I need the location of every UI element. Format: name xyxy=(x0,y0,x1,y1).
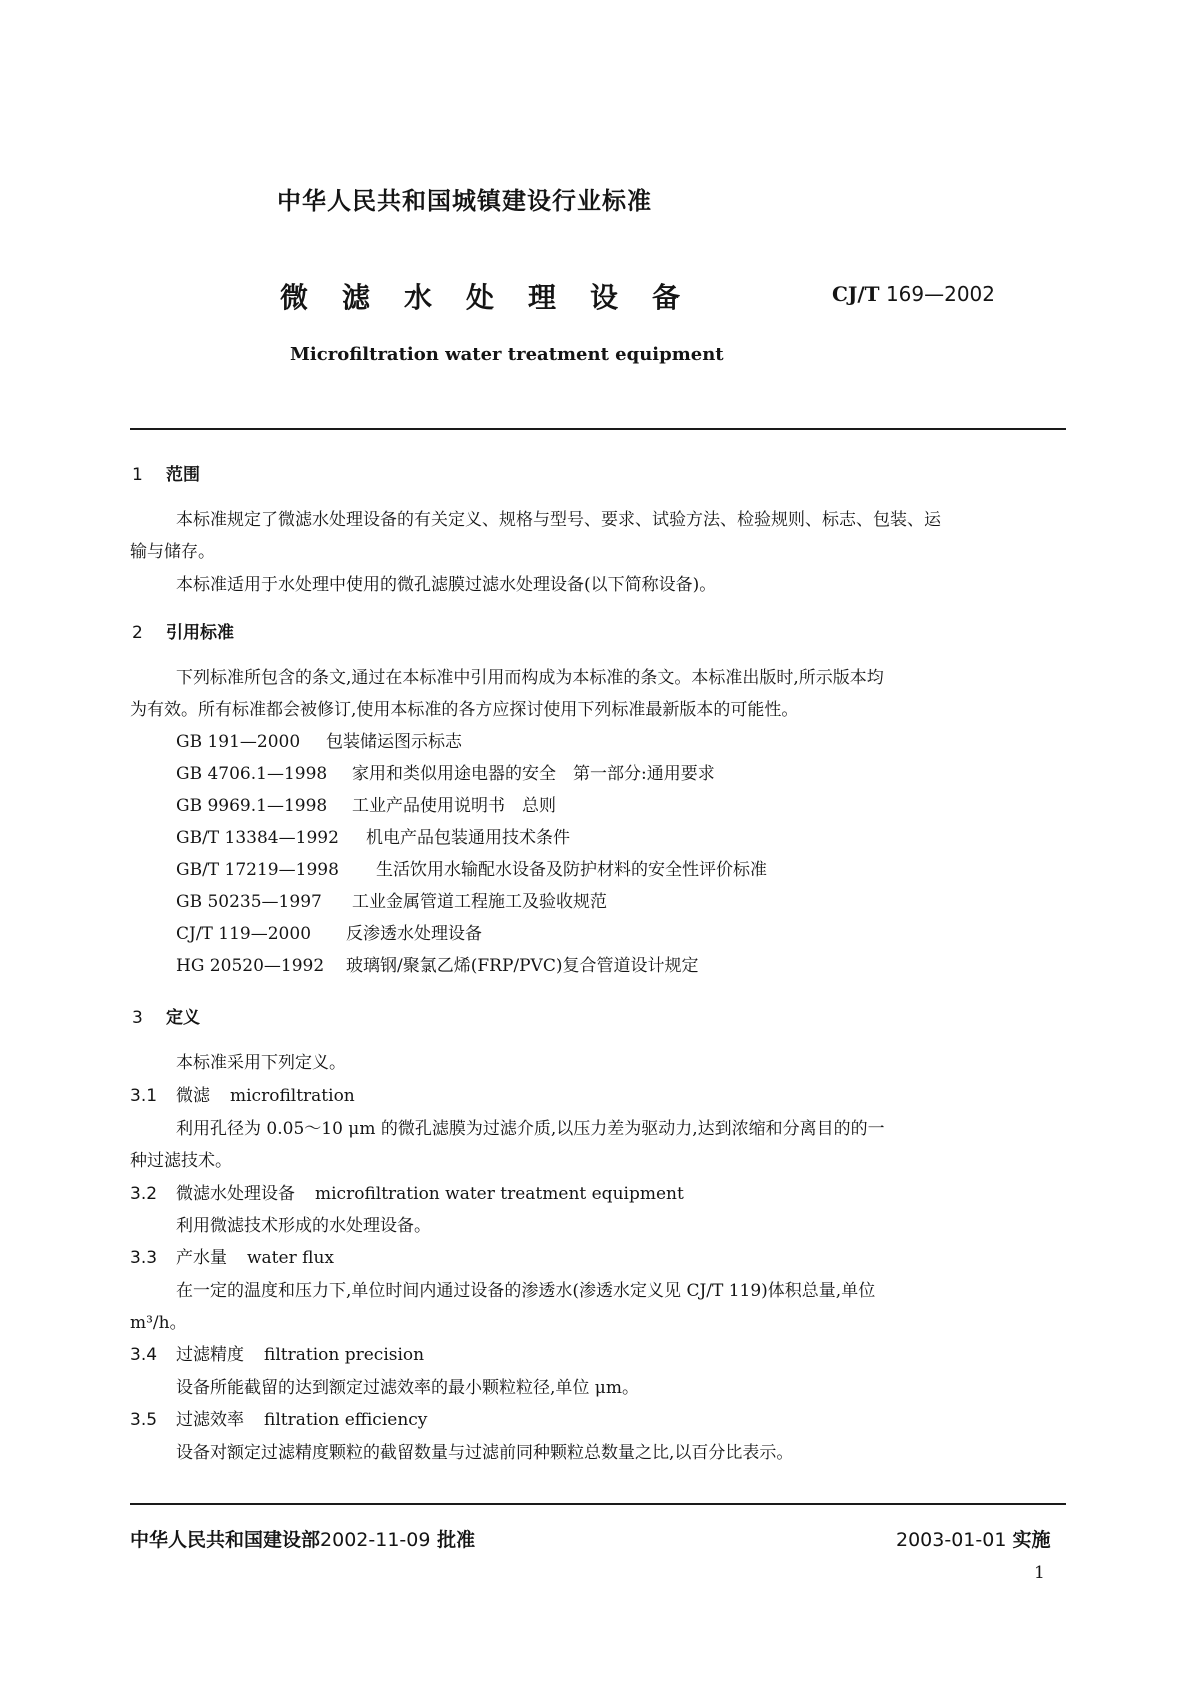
reference-item xyxy=(176,823,570,848)
page-number: 1 xyxy=(1034,1563,1045,1583)
definition-body-line-1: 设备对额定过滤精度颗粒的截留数量与过滤前同种颗粒总数量之比,以百分比表示。 xyxy=(176,1443,794,1463)
reference-item xyxy=(176,887,607,912)
section-3-title: 定义 xyxy=(166,1008,200,1028)
reference-name: 机电产品包装通用技术条件 xyxy=(366,828,570,848)
definition-body-line-2: m³/h。 xyxy=(130,1313,187,1333)
definition-term-en: filtration efficiency xyxy=(264,1410,428,1430)
reference-name: 玻璃钢/聚氯乙烯(FRP/PVC)复合管道设计规定 xyxy=(346,956,699,976)
definition-number: 3.1 xyxy=(130,1086,158,1106)
reference-name: 工业产品使用说明书 总则 xyxy=(352,796,556,816)
section-3-heading xyxy=(132,1003,200,1028)
definition-number: 3.4 xyxy=(130,1345,158,1365)
standard-code-number: 169—2002 xyxy=(885,282,996,306)
document-title-en: Microfiltration water treatment equipment xyxy=(290,344,724,365)
definition-body-line-2: 种过滤技术。 xyxy=(130,1151,232,1171)
section-1-number: 1 xyxy=(132,465,143,485)
definition-body-line-1: 在一定的温度和压力下,单位时间内通过设备的渗透水(渗透水定义见 CJ/T 119)体积总量,单位 xyxy=(176,1281,876,1301)
definition-term: 过滤效率 xyxy=(176,1410,244,1430)
reference-code: HG 20520—1992 xyxy=(176,956,325,976)
section-3-number: 3 xyxy=(132,1008,143,1028)
reference-item xyxy=(176,951,698,976)
section-2-para-line-2: 为有效。所有标准都会被修订,使用本标准的各方应探讨使用下列标准最新版本的可能性。 xyxy=(130,700,799,720)
reference-code: GB/T 17219—1998 xyxy=(176,860,339,880)
definition-term-en: microfiltration water treatment equipment xyxy=(315,1184,684,1204)
definition-number: 3.5 xyxy=(130,1410,158,1430)
approval-org: 中华人民共和国建设部 xyxy=(130,1529,321,1551)
top-divider xyxy=(130,428,1066,430)
reference-code: GB 4706.1—1998 xyxy=(176,764,328,784)
reference-code: GB 9969.1—1998 xyxy=(176,796,328,816)
definition-heading xyxy=(130,1243,334,1268)
approval-line xyxy=(130,1525,475,1552)
section-1-heading xyxy=(132,460,200,485)
effective-word: 实施 xyxy=(1012,1529,1051,1551)
standard-category-heading: 中华人民共和国城镇建设行业标准 xyxy=(277,187,652,215)
section-2-heading xyxy=(132,618,234,643)
definition-term-en: water flux xyxy=(247,1248,334,1268)
definition-heading xyxy=(130,1340,424,1365)
reference-name: 工业金属管道工程施工及验收规范 xyxy=(352,892,607,912)
definition-term-en: filtration precision xyxy=(264,1345,425,1365)
reference-name: 生活饮用水输配水设备及防护材料的安全性评价标准 xyxy=(376,860,767,880)
document-title-cn: 微滤水处理设备 xyxy=(280,281,715,314)
definition-body-line-1: 利用微滤技术形成的水处理设备。 xyxy=(176,1216,431,1236)
definition-term: 微滤水处理设备 xyxy=(176,1184,295,1204)
effective-date: 2003-01-01 xyxy=(896,1529,1007,1551)
reference-code: GB/T 13384—1992 xyxy=(176,828,339,848)
definition-term-en: microfiltration xyxy=(230,1086,355,1106)
standard-code-prefix: CJ/T xyxy=(832,282,880,306)
section-2-number: 2 xyxy=(132,623,143,643)
standard-code xyxy=(832,282,995,306)
reference-code: GB 191—2000 xyxy=(176,732,301,752)
reference-item xyxy=(176,855,767,880)
reference-item xyxy=(176,791,556,816)
definition-term: 微滤 xyxy=(176,1086,210,1106)
definition-term: 过滤精度 xyxy=(176,1345,244,1365)
definition-number: 3.3 xyxy=(130,1248,158,1268)
definition-heading xyxy=(130,1081,355,1106)
definition-term: 产水量 xyxy=(176,1248,227,1268)
reference-item xyxy=(176,919,482,944)
definition-number: 3.2 xyxy=(130,1184,158,1204)
reference-item xyxy=(176,727,462,752)
bottom-divider xyxy=(130,1503,1066,1505)
section-1-title: 范围 xyxy=(166,465,200,485)
reference-name: 反渗透水处理设备 xyxy=(346,924,482,944)
reference-name: 家用和类似用途电器的安全 第一部分:通用要求 xyxy=(352,764,715,784)
section-2-para-line-1: 下列标准所包含的条文,通过在本标准中引用而构成为本标准的条文。本标准出版时,所示版本均 xyxy=(176,668,884,688)
approval-word: 批准 xyxy=(437,1529,476,1551)
definition-heading xyxy=(130,1179,684,1204)
reference-code: GB 50235—1997 xyxy=(176,892,322,912)
reference-code: CJ/T 119—2000 xyxy=(176,924,312,944)
section-1-para-2: 本标准适用于水处理中使用的微孔滤膜过滤水处理设备(以下简称设备)。 xyxy=(176,575,717,595)
effective-line xyxy=(896,1525,1050,1552)
reference-name: 包装储运图示标志 xyxy=(326,732,462,752)
approval-date: 2002-11-09 xyxy=(320,1529,431,1551)
definition-body-line-1: 利用孔径为 0.05～10 μm 的微孔滤膜为过滤介质,以压力差为驱动力,达到浓缩和分离目的的一 xyxy=(176,1119,885,1139)
section-3-intro: 本标准采用下列定义。 xyxy=(176,1053,346,1073)
section-2-title: 引用标准 xyxy=(166,623,234,643)
definition-body-line-1: 设备所能截留的达到额定过滤效率的最小颗粒粒径,单位 μm。 xyxy=(176,1378,639,1398)
section-1-para-1-line-2: 输与储存。 xyxy=(130,542,215,562)
definition-heading xyxy=(130,1405,427,1430)
reference-item xyxy=(176,759,715,784)
section-1-para-1-line-1: 本标准规定了微滤水处理设备的有关定义、规格与型号、要求、试验方法、检验规则、标志、包装、运 xyxy=(176,510,941,530)
